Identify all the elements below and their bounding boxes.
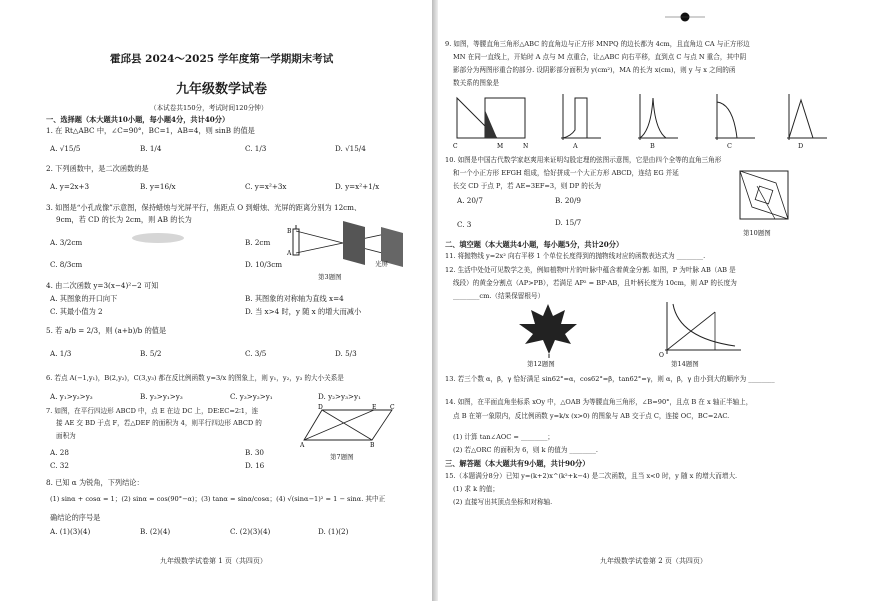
svg-text:E: E	[372, 404, 377, 411]
question-9-line3: 影部分为两图形重合的部分. 设阴影部分面积为 y(cm²)，MA 的长为 x(cm)，则 y 与 x 之间的函	[453, 66, 736, 74]
q9-label-a: A	[573, 142, 578, 150]
q9-graph-c	[715, 94, 755, 140]
question-3-line2: 9cm，若 CD 的长为 2cm，则 AB 的长为	[56, 215, 192, 224]
q6-option-b: B. y₂>y₁>y₃	[140, 392, 183, 401]
svg-text:A: A	[300, 442, 305, 448]
q2-option-b: B. y=16/x	[140, 182, 176, 191]
svg-text:N: N	[523, 143, 529, 150]
question-12-line1: 12. 生活中处处可见数学之美，例如植物叶片的叶脉中蕴含着黄金分割. 如图，P 为叶脉 AB（AB 是	[445, 266, 736, 274]
question-15-part1: (1) 求 k 的值；	[453, 485, 499, 493]
question-9-line4: 数关系的图象是	[453, 79, 500, 87]
exam-title: 霍邱县 2024～2025 学年度第一学期期末考试	[110, 53, 334, 65]
q5-option-b: B. 5/2	[140, 349, 162, 358]
svg-text:C: C	[390, 404, 395, 411]
q10-figure-caption: 第10题图	[743, 229, 771, 237]
inverse-function-figure	[655, 300, 745, 358]
svg-text:B: B	[287, 228, 292, 235]
q1-option-d: D. √15/4	[335, 144, 366, 153]
svg-text:C: C	[453, 143, 458, 150]
q7-option-b: B. 30	[245, 448, 264, 457]
question-11: 11. 将抛物线 y=2x² 向右平移 1 个单位长度得到的抛物线对应的函数表达式为 ________.	[445, 252, 706, 260]
binding-mark	[665, 10, 705, 24]
q9-label-b: B	[650, 142, 655, 150]
q9-triangle-square	[453, 98, 528, 150]
q5-option-c: C. 3/5	[245, 349, 267, 358]
question-13: 13. 若三个数 α，β，γ 恰好满足 sin62°=α，cos62°=β，tan62°=γ，则 α，β，γ 由小到大的顺序为 ________	[445, 375, 775, 383]
maple-leaf-image	[513, 300, 583, 358]
q3-option-c: C. 8/3cm	[50, 260, 83, 269]
q5-option-d: D. 5/3	[335, 349, 357, 358]
q14-figure-caption: 第14题图	[671, 360, 699, 368]
page-1-footer: 九年级数学试卷第 1 页（共四页）	[160, 557, 267, 565]
section-3-heading: 三、解答题（本大题共有9小题，共计90分）	[445, 459, 590, 468]
question-7-line1: 7. 如图，在平行四边形 ABCD 中，点 E 在边 DC 上，DE∶EC=2∶1，连	[46, 407, 259, 415]
q10-option-a: A. 20/7	[457, 196, 483, 205]
svg-text:A: A	[287, 250, 292, 257]
q4-option-a: A. 其图象的开口向下	[50, 294, 118, 303]
question-8-line3: 确结论的序号是	[50, 513, 101, 522]
question-12-line3: ________cm.（结果保留根号）	[453, 292, 545, 300]
svg-text:B: B	[370, 442, 375, 448]
question-10-line2: 和一个小正方形 EFGH 组成，恰好拼成一个大正方形 ABCD，连结 EG 并延	[453, 169, 679, 177]
q7-option-d: D. 16	[245, 461, 265, 470]
q8-option-c: C. (2)(3)(4)	[230, 527, 271, 536]
question-8-line1: 8. 已知 α 为锐角，下列结论：	[46, 478, 144, 487]
q7-figure-caption: 第7题图	[330, 453, 354, 461]
question-8-line2: (1) sinα + cosα = 1；(2) sinα = cos(90°−α)；(3) tanα = sinα/cosα；(4) √(sinα−1)² = 1 − sinα. 其中正	[50, 495, 386, 503]
q3-screen-label: 光屏	[375, 260, 388, 268]
question-14-part2: (2) 若△ORC 的面积为 6，则 k 的值为 ________.	[453, 446, 599, 454]
question-15-line1: 15.（本题满分8分）已知 y=(k+2)x^(k²+k−4) 是二次函数，且当 x<0 时，y 随 x 的增大而增大.	[445, 472, 738, 480]
question-3-line1: 3. 如图是“小孔成像”示意图，保持蜡烛与光屏平行，焦距点 O 到蜡烛、光屏的距离分别为 12cm、	[46, 203, 362, 212]
section-2-heading: 二、填空题（本大题共4小题，每小题5分，共计20分）	[445, 240, 624, 249]
q9-label-c: C	[727, 142, 732, 150]
question-9-line2: MN 在同一直线上，开始时 A 点与 M 点重合，让△ABC 向右平移，直到点 C 与点 N 重合，其中阴	[453, 53, 747, 61]
question-14-part1: (1) 计算 tan∠AOC = ________；	[453, 433, 554, 441]
q8-option-a: A. (1)(3)(4)	[50, 527, 91, 536]
q6-option-c: C. y₃>y₂>y₁	[230, 392, 273, 401]
q2-option-d: D. y=x²+1/x	[335, 182, 380, 191]
q7-option-a: A. 28	[50, 448, 69, 457]
q10-option-c: C. 3	[457, 220, 472, 229]
q4-option-c: C. 其最小值为 2	[50, 307, 103, 316]
question-15-part2: (2) 直接写出其顶点坐标和对称轴.	[453, 498, 553, 506]
page-2-footer: 九年级数学试卷第 2 页（共四页）	[600, 557, 707, 565]
q3-option-b: B. 2cm	[245, 238, 271, 247]
q9-graph-a	[561, 94, 601, 140]
q9-label-d: D	[798, 142, 804, 150]
q3-option-d: D. 10/3cm	[245, 260, 283, 269]
question-1: 1. 在 Rt△ABC 中，∠C=90°，BC=1，AB=4，则 sinB 的值是	[46, 126, 255, 135]
question-12-line2: 线段）的黄金分割点（AP>PB），若满足 AP² = BP·AB，且叶柄长度为 10cm，则 AP 的长度为	[453, 279, 737, 287]
q9-graph-b	[638, 94, 678, 140]
q2-option-c: C. y=x²+3x	[245, 182, 287, 191]
q2-option-a: A. y=2x+3	[50, 182, 90, 191]
question-10-line3: 长交 CD 于点 P，若 AE=3EF=3，则 DP 的长为	[453, 182, 602, 190]
q10-option-b: B. 20/9	[555, 196, 581, 205]
question-2: 2. 下列函数中，是二次函数的是	[46, 164, 149, 173]
q8-option-d: D. (1)(2)	[318, 527, 349, 536]
ink-smudge	[128, 230, 188, 246]
q4-option-d: D. 当 x>4 时，y 随 x 的增大而减小	[245, 307, 362, 316]
q3-figure-caption: 第3题图	[318, 273, 342, 281]
question-10-line1: 10. 如图是中国古代数学家赵爽用来证明勾股定理的弦图示意图，它是由四个全等的直角三角形	[445, 156, 722, 164]
question-14-line2: 点 B 在第一象限内，反比例函数 y=k/x (x>0) 的图象与 AB 交于点 C，连接 OC，BC=2AC.	[453, 412, 730, 420]
pinhole-imaging-figure	[285, 215, 415, 275]
q9-graph-d	[787, 94, 827, 140]
q6-option-a: A. y₁>y₂>y₃	[50, 392, 93, 401]
svg-text:O: O	[659, 352, 664, 358]
question-7-line2: 接 AE 交 BD 于点 F，若△DEF 的面积为 4，则平行四边形 ABCD 的	[56, 419, 262, 427]
question-6: 6. 若点 A(−1,y₁)，B(2,y₂)，C(3,y₃) 都在反比例函数 y=3/x 的图象上，则 y₁，y₂，y₃ 的大小关系是	[46, 374, 344, 382]
exam-page-2	[435, 0, 870, 601]
question-14-line1: 14. 如图，在平面直角坐标系 xOy 中，△OAB 为等腰直角三角形，∠B=90°，且点 B 在 x 轴正半轴上，	[445, 398, 753, 406]
q1-option-c: C. 1/3	[245, 144, 267, 153]
question-4: 4. 由二次函数 y=3(x−4)²−2 可知	[46, 281, 159, 290]
zhao-shuang-diagram	[735, 166, 795, 226]
question-5: 5. 若 a/b = 2/3，则 (a+b)/b 的值是	[46, 326, 167, 335]
q12-figure-caption: 第12题图	[527, 360, 555, 368]
q1-option-b: B. 1/4	[140, 144, 162, 153]
q3-option-a: A. 3/2cm	[50, 238, 83, 247]
q6-option-d: D. y₂>y₃>y₁	[318, 392, 361, 401]
paper-title: 九年级数学试卷	[176, 82, 268, 97]
exam-note: （本试卷共150分，考试时间120分钟）	[150, 104, 268, 112]
svg-text:D: D	[318, 404, 323, 411]
question-9-line1: 9. 如图，等腰直角三角形△ABC 的直角边与正方形 MNPQ 的边长都为 4cm，且直角边 CA 与正方形边	[445, 40, 750, 48]
q4-option-b: B. 其图象的对称轴为直线 x=4	[245, 294, 344, 303]
q5-option-a: A. 1/3	[50, 349, 72, 358]
parallelogram-figure	[300, 404, 400, 448]
q7-option-c: C. 32	[50, 461, 69, 470]
svg-text:M: M	[497, 143, 504, 150]
q10-option-d: D. 15/7	[555, 218, 582, 227]
section-1-heading: 一、选择题（本大题共10小题，每小题4分，共计40分）	[46, 115, 230, 124]
q1-option-a: A. √15/5	[50, 144, 81, 153]
question-7-line3: 面积为	[56, 432, 76, 440]
q8-option-b: B. (2)(4)	[140, 527, 171, 536]
